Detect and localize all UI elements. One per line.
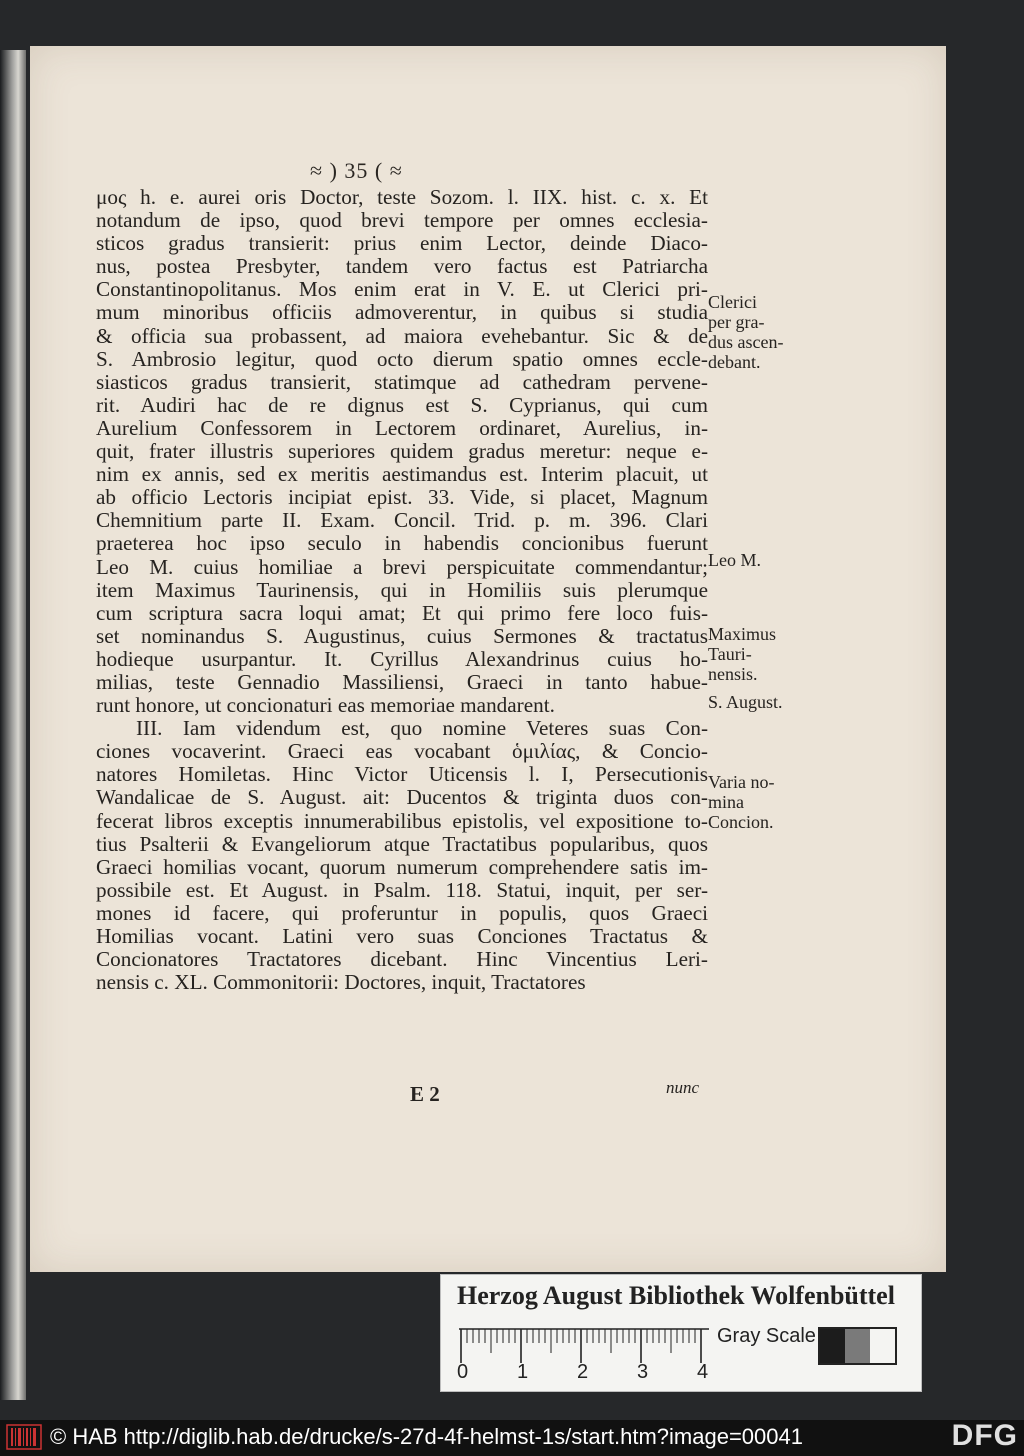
- text-line: hodieque usurpantur. It. Cyrillus Alexandrinus cuius ho-: [96, 647, 708, 671]
- text-line: III. Iam videndum est, quo nomine Veteres suas Con-: [136, 717, 708, 741]
- text-line: Wandalicae de S. August. ait: Ducentos & triginta duos con-: [96, 786, 708, 810]
- book-spine-edge: [0, 50, 26, 1400]
- text-line: set nominandus S. Augustinus, cuius Sermones & tractatus: [96, 624, 708, 648]
- text-line: Graeci homilias vocant, quorum numerum comprehendere satis im-: [96, 855, 708, 879]
- text-line: milias, teste Gennadio Massiliensi, Graeci in tanto habue-: [96, 670, 708, 694]
- text-line: Concionatores Tractatores dicebant. Hinc Vincentius Leri-: [96, 948, 708, 972]
- margin-note-line: Clerici: [708, 292, 757, 312]
- text-line: fecerat libros exceptis innumerabilibus epistolis, vel expositione to-: [96, 809, 708, 833]
- gray-scale-label: Gray Scale: [717, 1325, 816, 1347]
- footer-bar: [0, 1420, 1024, 1456]
- text-line: item Maximus Taurinensis, qui in Homiliis suis plerumque: [96, 578, 708, 602]
- ruler-numbers: [451, 1361, 721, 1385]
- margin-note-leo: [708, 550, 808, 570]
- text-line: cum scriptura sacra loqui amat; Et qui primo fere loco fuis-: [96, 601, 708, 625]
- text-line: Chemnitium parte II. Exam. Concil. Trid. p. m. 396. Clari: [96, 509, 708, 533]
- dfg-logo: DFG: [951, 1419, 1018, 1452]
- text-line: runt honore, ut concionaturi eas memoriae mandarent.: [96, 694, 555, 718]
- signature-mark: E 2: [410, 1082, 440, 1106]
- text-line: & officia sua probassent, ad maiora evehebantur. Sic & de: [96, 324, 708, 348]
- margin-note-line: dus ascen-: [708, 332, 784, 352]
- text-line: nensis c. XL. Commonitorii: Doctores, inquit, Tractatores: [96, 971, 586, 995]
- margin-note-line: nensis.: [708, 664, 758, 684]
- margin-note-line: S. August.: [708, 692, 783, 712]
- margin-note-maximus: [708, 624, 808, 684]
- margin-note-clerici: [708, 292, 808, 372]
- text-line: natores Homiletas. Hinc Victor Uticensis l. I, Persecutionis: [96, 763, 708, 787]
- margin-note-august: [708, 692, 808, 712]
- color-scale-card: [440, 1274, 922, 1392]
- margin-note-line: Maximus: [708, 624, 777, 644]
- text-line: rit. Audiri hac de re dignus est S. Cyprianus, qui cum: [96, 393, 708, 417]
- page-header: ≈ ) 35 ( ≈: [310, 158, 403, 183]
- text-line: Homilias vocant. Latini vero suas Conciones Tractatus &: [96, 925, 708, 948]
- margin-note-line: mina: [708, 792, 744, 812]
- barcode-icon: [6, 1424, 42, 1450]
- text-line: S. Ambrosio legitur, quod octo dierum spatio omnes eccle-: [96, 347, 708, 371]
- text-line: Aurelium Confessorem in Lectorem ordinaret, Aurelius, in-: [96, 416, 708, 440]
- catchword: nunc: [666, 1078, 700, 1097]
- gray-swatches: [818, 1327, 897, 1365]
- text-line: praeterea hoc ipso seculo in habendis concionibus fuerunt: [96, 532, 708, 556]
- text-line: ciones vocaverint. Graeci eas vocabant ὁμιλίας, & Concio-: [96, 740, 708, 764]
- gray-swatch: [820, 1329, 845, 1363]
- text-line: Constantinopolitanus. Mos enim erat in V. E. ut Clerici pri-: [96, 278, 708, 302]
- ruler-number: 1: [517, 1361, 529, 1383]
- text-line: notandum de ipso, quod brevi tempore per omnes ecclesia-: [96, 209, 708, 233]
- text-line: siasticos gradus transierit, statimque ad cathedram pervene-: [96, 370, 708, 394]
- ruler-number: 3: [637, 1361, 649, 1383]
- margin-note-line: Leo M.: [708, 550, 761, 570]
- margin-note-line: per gra-: [708, 312, 765, 332]
- ruler-number: 2: [577, 1361, 589, 1383]
- library-name: Herzog August Bibliothek Wolfenbüttel: [457, 1281, 895, 1310]
- ruler-number: 4: [697, 1361, 709, 1383]
- text-line: μος h. e. aurei oris Doctor, teste Sozom. l. IIX. hist. c. x. Et: [96, 186, 708, 209]
- text-line: ab officio Lectoris incipiat epist. 33. Vide, si placet, Magnum: [96, 486, 708, 510]
- margin-note-line: Varia no-: [708, 772, 775, 792]
- text-line: nus, postea Presbyter, tandem vero factus est Patriarcha: [96, 255, 708, 279]
- text-line: nim ex annis, sed ex meritis aestimandus est. Interim placuit, ut: [96, 463, 708, 487]
- margin-note-line: debant.: [708, 352, 761, 372]
- margin-note-line: Concion.: [708, 812, 774, 832]
- text-line: possibile est. Et August. in Psalm. 118. Statui, inquit, per ser-: [96, 878, 708, 902]
- margin-note-varia: [708, 772, 808, 832]
- margin-note-line: Tauri-: [708, 644, 752, 664]
- gray-swatch: [870, 1329, 895, 1363]
- text-line: quit, frater illustris superiores quidem gradus meretur: neque e-: [96, 440, 708, 464]
- body-text: [96, 186, 708, 994]
- text-line: sticos gradus transierit: prius enim Lector, deinde Diaco-: [96, 232, 708, 256]
- text-line: mum minoribus officiis admoverentur, in quibus si studia: [96, 301, 708, 325]
- text-line: tius Psalterii & Evangeliorum atque Tractatibus popularibus, quos: [96, 832, 708, 856]
- gray-swatch: [845, 1329, 870, 1363]
- text-line: mones id facere, qui proferuntur in populis, quos Graeci: [96, 901, 708, 925]
- source-url[interactable]: © HAB http://diglib.hab.de/drucke/s-27d-4f-helmst-1s/start.htm?image=00041: [50, 1424, 803, 1449]
- text-line: Leo M. cuius homiliae a brevi perspicuitate commendantur;: [96, 555, 708, 579]
- ruler-number: 0: [457, 1361, 469, 1383]
